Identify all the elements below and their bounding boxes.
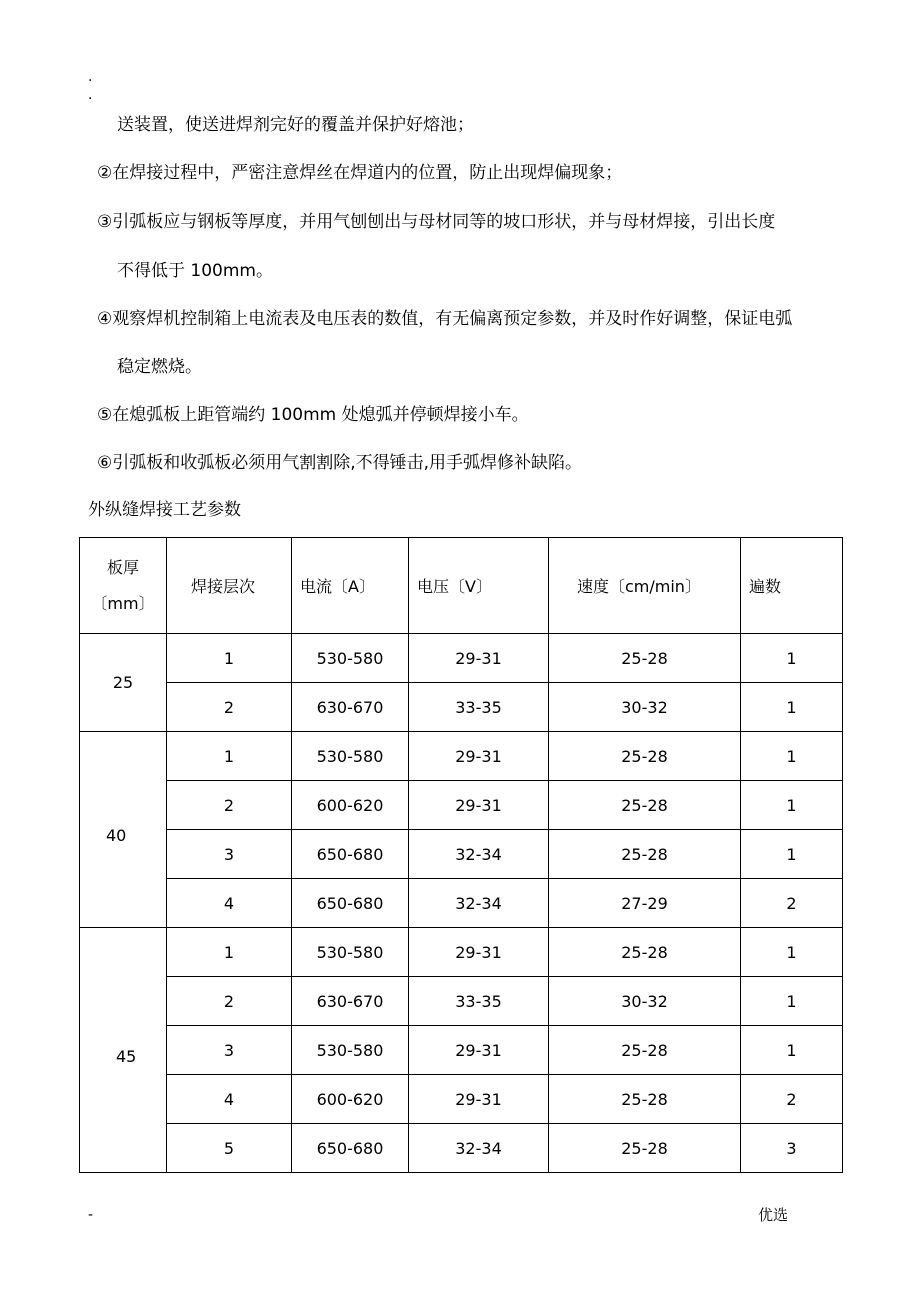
thickness-cell: 40 — [80, 732, 167, 928]
header-layer: 焊接层次 — [167, 538, 292, 634]
current-cell: 650-680 — [292, 830, 409, 879]
table-row — [80, 634, 843, 683]
footer-label: 优选 — [758, 1206, 789, 1224]
speed-cell: 25-28 — [549, 732, 741, 781]
header-current: 电流〔A〕 — [292, 538, 409, 634]
passes-cell: 1 — [741, 977, 843, 1026]
table-row — [80, 1124, 843, 1173]
current-cell: 530-580 — [292, 732, 409, 781]
speed-cell: 25-28 — [549, 830, 741, 879]
voltage-cell: 33-35 — [409, 977, 549, 1026]
voltage-cell: 29-31 — [409, 1026, 549, 1075]
voltage-cell: 29-31 — [409, 781, 549, 830]
speed-cell: 30-32 — [549, 683, 741, 732]
layer-cell: 4 — [167, 1075, 292, 1124]
voltage-cell: 29-31 — [409, 732, 549, 781]
speed-cell: 25-28 — [549, 1075, 741, 1124]
passes-cell: 1 — [741, 732, 843, 781]
passes-cell: 1 — [741, 781, 843, 830]
voltage-cell: 33-35 — [409, 683, 549, 732]
current-cell: 530-580 — [292, 928, 409, 977]
table-header-row — [80, 538, 843, 634]
table-row — [80, 1075, 843, 1124]
current-cell: 630-670 — [292, 977, 409, 1026]
passes-cell: 1 — [741, 830, 843, 879]
voltage-cell: 29-31 — [409, 1075, 549, 1124]
passes-cell: 1 — [741, 683, 843, 732]
paragraph-step-2: ②在焊接过程中，严密注意焊丝在焊道内的位置，防止出现焊偏现象； — [97, 163, 623, 183]
speed-cell: 25-28 — [549, 781, 741, 830]
current-cell: 650-680 — [292, 1124, 409, 1173]
current-cell: 600-620 — [292, 781, 409, 830]
passes-cell: 1 — [741, 634, 843, 683]
layer-cell: 3 — [167, 1026, 292, 1075]
current-cell: 600-620 — [292, 1075, 409, 1124]
table-row — [80, 830, 843, 879]
voltage-cell: 29-31 — [409, 634, 549, 683]
voltage-cell: 32-34 — [409, 830, 549, 879]
layer-cell: 3 — [167, 830, 292, 879]
passes-cell: 2 — [741, 1075, 843, 1124]
voltage-cell: 32-34 — [409, 1124, 549, 1173]
header-thickness: 板厚 〔mm〕 — [80, 538, 167, 634]
layer-cell: 4 — [167, 879, 292, 928]
passes-cell: 2 — [741, 879, 843, 928]
passes-cell: 3 — [741, 1124, 843, 1173]
paragraph-step-3: ③引弧板应与钢板等厚度，并用气刨刨出与母材同等的坡口形状，并与母材焊接，引出长度 — [97, 212, 776, 232]
paragraph-continuation: 送装置，使送进焊剂完好的覆盖并保护好熔池； — [117, 115, 474, 135]
layer-cell: 1 — [167, 634, 292, 683]
current-cell: 530-580 — [292, 1026, 409, 1075]
paragraph-step-5: ⑤在熄弧板上距管端约 100mm 处熄弧并停顿焊接小车。 — [97, 405, 529, 425]
voltage-cell: 29-31 — [409, 928, 549, 977]
table-row — [80, 879, 843, 928]
layer-cell: 2 — [167, 977, 292, 1026]
paragraph-step-3-cont: 不得低于 100mm。 — [117, 261, 273, 281]
speed-cell: 30-32 — [549, 977, 741, 1026]
paragraph-step-6: ⑥引弧板和收弧板必须用气割割除,不得锤击,用手弧焊修补缺陷。 — [97, 453, 583, 473]
header-dot: . — [88, 69, 93, 85]
thickness-cell: 25 — [80, 634, 167, 732]
table-row — [80, 732, 843, 781]
table-row — [80, 928, 843, 977]
table-row — [80, 977, 843, 1026]
layer-cell: 1 — [167, 928, 292, 977]
current-cell: 630-670 — [292, 683, 409, 732]
footer-dash: - — [88, 1207, 94, 1223]
table-title: 外纵缝焊接工艺参数 — [88, 500, 241, 520]
speed-cell: 25-28 — [549, 634, 741, 683]
current-cell: 650-680 — [292, 879, 409, 928]
voltage-cell: 32-34 — [409, 879, 549, 928]
header-voltage: 电压〔V〕 — [409, 538, 549, 634]
paragraph-step-4-cont: 稳定燃烧。 — [117, 357, 202, 377]
speed-cell: 25-28 — [549, 1026, 741, 1075]
speed-cell: 25-28 — [549, 1124, 741, 1173]
passes-cell: 1 — [741, 928, 843, 977]
passes-cell: 1 — [741, 1026, 843, 1075]
table-row — [80, 1026, 843, 1075]
header-dot: . — [88, 87, 93, 103]
thickness-cell: 45 — [80, 928, 167, 1173]
table-row — [80, 781, 843, 830]
layer-cell: 2 — [167, 781, 292, 830]
header-passes: 遍数 — [741, 538, 843, 634]
layer-cell: 2 — [167, 683, 292, 732]
header-speed: 速度〔cm/min〕 — [549, 538, 741, 634]
table-row — [80, 683, 843, 732]
layer-cell: 5 — [167, 1124, 292, 1173]
speed-cell: 27-29 — [549, 879, 741, 928]
current-cell: 530-580 — [292, 634, 409, 683]
paragraph-step-4: ④观察焊机控制箱上电流表及电压表的数值，有无偏离预定参数，并及时作好调整，保证电弧 — [97, 309, 793, 329]
layer-cell: 1 — [167, 732, 292, 781]
welding-parameters-table — [79, 537, 843, 1173]
speed-cell: 25-28 — [549, 928, 741, 977]
